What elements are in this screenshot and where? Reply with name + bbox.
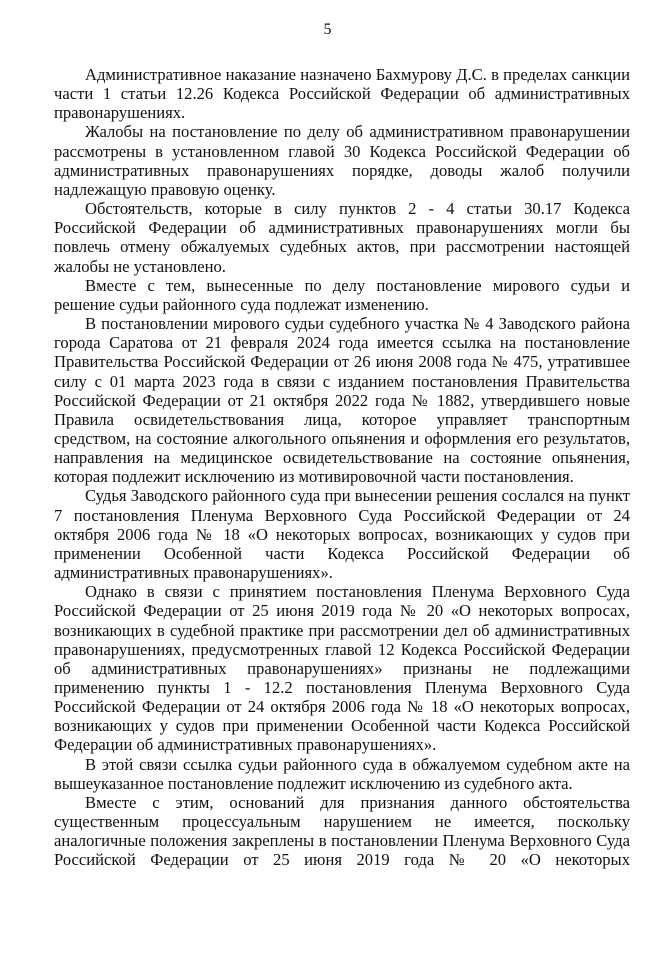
paragraph-no-grounds-for-cancellation: Обстоятельств, которые в силу пунктов 2 - 4 статьи 30.17 Кодекса Российской Федерации об административных правонарушениях могли бы повлечь отмену обжалуемых судебных актов, при рассмотрении настоящей жалобы не установлено. — [54, 199, 630, 276]
page-number: 5 — [323, 21, 332, 38]
paragraph-district-judge-reference: Судья Заводского районного суда при вынесении решения сослался на пункт 7 постановления Пленума Верховного Суда Российской Федерации от 24 октября 2006 года № 18 «О некоторых вопросах, возникающих у судов при применении Особенной части Кодекса Российской Федерации об административных правонарушениях». — [54, 486, 630, 583]
paragraph-subject-to-change: Вместе с тем, вынесенные по делу постановление мирового судьи и решение судьи районного суда подлежат изменению. — [54, 275, 630, 314]
paragraph-complaints-review: Жалобы на постановление по делу об административном правонарушении рассмотрены в установленном главой 30 Кодекса Российской Федерации об административных правонарушениях порядке, доводы жалоб получили надлежащую правовую оценку. — [54, 122, 630, 199]
paragraph-penalty: Административное наказание назначено Бахмурову Д.С. в пределах санкции части 1 статьи 12.26 Кодекса Российской Федерации об административных правонарушениях. — [54, 65, 630, 123]
document-body — [54, 65, 630, 870]
paragraph-reference-exclusion: В этой связи ссылка судьи районного суда в обжалуемом судебном акте на вышеуказанное постановление подлежит исключению из судебного акта. — [54, 754, 630, 793]
paragraph-no-procedural-violation: Вместе с этим, оснований для признания данного обстоятельства существенным процессуальным нарушением не имеется, поскольку аналогичные положения закреплены в постановлении Пленума Верховного Суда Российской Федерации от 25 июня 2019 года № 20 «О некоторых — [54, 792, 630, 870]
paragraph-plenum-resolution: Однако в связи с принятием постановления Пленума Верховного Суда Российской Федерации от 25 июня 2019 года № 20 «О некоторых вопросах, возникающих в судебной практике при рассмотрении дел об административных правонарушениях, предусмотренных главой 12 Кодекса Российской Федерации об административных правонарушениях» признаны не подлежащими применению пункты 1 - 12.2 постановления Пленума Верховного Суда Российской Федерации от 24 октября 2006 года № 18 «О некоторых вопросах, возникающих у судов при применении Особенной части Кодекса Российской Федерации об административных правонарушениях». — [54, 582, 630, 755]
paragraph-magistrate-decision: В постановлении мирового судьи судебного участка № 4 Заводского района города Саратова от 21 февраля 2024 года имеется ссылка на постановление Правительства Российской Федерации от 26 июня 2008 года № 475, утратившее силу с 01 марта 2023 года в связи с изданием постановления Правительства Российской Федерации от 21 октября 2022 года № 1882, утвердившего новые Правила освидетельствования лица, которое управляет транспортным средством, на состояние алкогольного опьянения и оформления его результатов, направления на медицинское освидетельствование на состояние опьянения, которая подлежит исключению из мотивировочной части постановления. — [54, 314, 630, 487]
